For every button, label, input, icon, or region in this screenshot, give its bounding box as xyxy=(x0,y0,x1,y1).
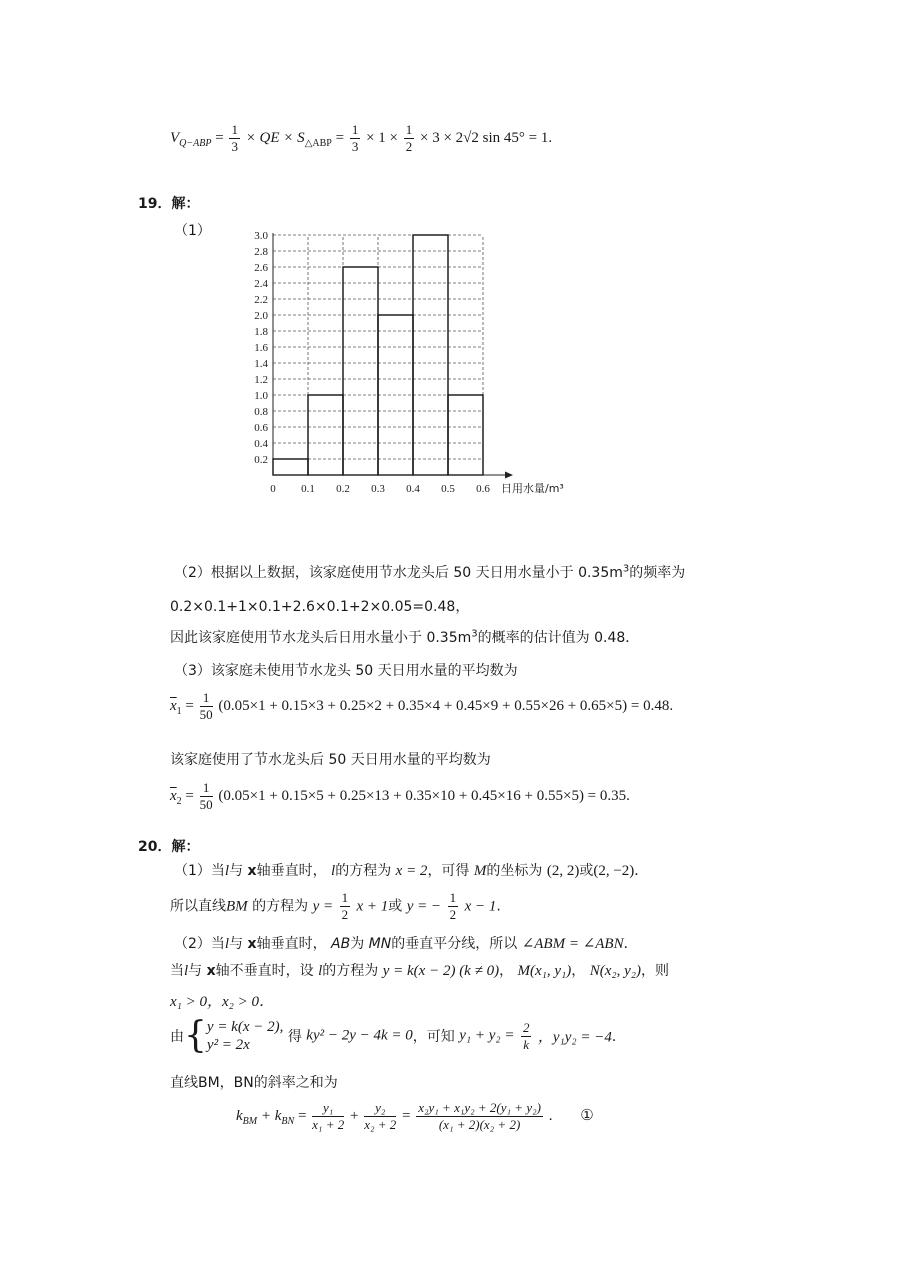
text: 当 xyxy=(170,963,184,979)
volume-subscript: Q−ABP xyxy=(179,137,212,149)
equation-part: y = xyxy=(312,898,334,915)
mean-subscript: 1 xyxy=(176,705,182,717)
slope-sum-formula xyxy=(236,1100,594,1133)
text: 的坐标为 xyxy=(486,863,543,879)
point-n-coord: N(x₂, y₂) xyxy=(589,963,641,979)
text: . xyxy=(496,898,501,915)
period: . xyxy=(669,697,674,714)
text: 得 xyxy=(287,1029,302,1045)
equation-part: x − 1 xyxy=(464,898,497,915)
q19-2-line3 xyxy=(170,627,639,647)
equals-sign: = xyxy=(215,129,224,146)
system-eq-2: y² = 2x xyxy=(206,1037,250,1053)
fraction-combined: $\frac{\text{x₂y₁ + x₁y₂ + 2(y₁ + y₂)}}{\text{(x₁ + 2)(x₂ + 2)}}$ xyxy=(418,1100,541,1132)
text: （1）当 xyxy=(174,863,225,879)
x-tick-label: 0 xyxy=(270,483,276,495)
text: 所以直线 xyxy=(170,898,226,915)
y-tick-label: 2.6 xyxy=(254,262,268,274)
equation: x = 2 xyxy=(395,863,428,879)
x-tick-label: 0.5 xyxy=(441,483,455,495)
period: . xyxy=(626,787,630,804)
text: 的方程为 xyxy=(335,863,392,879)
text: ，可得 xyxy=(427,863,470,879)
q19-2-line2: 0.2×0.1+1×0.1+2.6×0.1+2×0.05=0.48， xyxy=(170,599,470,615)
text: ， xyxy=(571,963,586,979)
x-tick-label: 0.6 xyxy=(476,483,490,495)
line-l: l xyxy=(224,863,230,879)
equals-sign: = xyxy=(335,129,345,146)
q20-1-line xyxy=(174,860,648,880)
q20-nonvertical-line xyxy=(170,960,669,980)
histogram-bar xyxy=(273,459,308,475)
y-tick-label: 1.4 xyxy=(254,358,268,370)
equals-sign: = xyxy=(185,697,194,714)
y-tick-label: 1.6 xyxy=(254,342,268,354)
text: ． xyxy=(634,863,649,879)
area-subscript: △ABP xyxy=(304,137,332,149)
text: （2）当 xyxy=(174,936,225,952)
text: 由 xyxy=(170,1029,184,1045)
equals-sign: = xyxy=(297,1107,307,1124)
x-tick-label: 0.3 xyxy=(371,483,385,495)
mean-variable: $\overline{x}$ xyxy=(170,697,177,714)
y-tick-label: 2.8 xyxy=(254,246,268,258)
mean-variable: $\overline{x}$ xyxy=(170,787,177,804)
q19-2-text-c: 因此该家庭使用节水龙头后日用水量小于 0.35m xyxy=(170,630,472,646)
x-axis-label: 日用水量/m³ xyxy=(501,482,564,495)
histogram-bar xyxy=(308,395,343,475)
x-tick-label: 0.1 xyxy=(301,483,315,495)
text: ，则 xyxy=(640,963,669,979)
line-l: l xyxy=(331,863,336,879)
angle-equation: ∠ABM = ∠ABN xyxy=(521,936,624,952)
y-tick-label: 2.2 xyxy=(254,294,268,306)
text: 与 xyxy=(188,963,203,979)
mean-x1-body: (0.05×1 + 0.15×3 + 0.25×2 + 0.35×4 + 0.45×9 + 0.55×26 + 0.65×5) = 0.48 xyxy=(218,697,670,714)
q19-3-line2: 该家庭使用了节水龙头后 50 天日用水量的平均数为 xyxy=(170,752,491,768)
y-tick-label: 2.4 xyxy=(254,278,268,290)
fraction-one-third-b: $\frac{1}{3}$ xyxy=(351,122,359,154)
coordinate: (2, −2) xyxy=(593,863,635,879)
x-axis-label: x xyxy=(206,963,216,979)
fraction-y1: $\frac{\text{y₁}}{\text{x₁ + 2}}$ xyxy=(312,1100,345,1132)
q20-bm-line xyxy=(170,890,501,923)
y-tick-label: 1.2 xyxy=(254,374,268,386)
text: 为 xyxy=(350,936,365,952)
y-tick-label: 1.8 xyxy=(254,326,268,338)
text: 轴不垂直时，设 xyxy=(215,963,314,979)
q19-2-text-a: （2）根据以上数据，该家庭使用节水龙头后 50 天日用水量小于 0.35m xyxy=(174,565,623,581)
histogram-bar xyxy=(343,267,378,475)
q20-positivity: x₁ > 0，x₂ > 0． xyxy=(170,994,274,1010)
question-20-number: 20．解： xyxy=(138,839,200,855)
slope-bn-sub: BN xyxy=(281,1115,295,1127)
line-l: l xyxy=(184,963,189,979)
histogram-bar xyxy=(448,395,483,475)
histogram-bar xyxy=(413,235,448,475)
superscript-3: 3 xyxy=(622,563,630,575)
q19-2-text-d: 的概率的估计值为 0.48． xyxy=(477,630,640,646)
line-bm: BM xyxy=(226,898,248,915)
quadratic-equation: ky² − 2y − 4k = 0 xyxy=(306,1027,413,1044)
superscript-3: 3 xyxy=(471,628,478,640)
equals-sign: = xyxy=(185,787,194,804)
fraction-2-over-k: $\frac{2}{k}$ xyxy=(522,1019,530,1052)
text: 的方程为 xyxy=(322,963,379,979)
fraction-one-half: $\frac{1}{2}$ xyxy=(341,890,349,922)
q19-2-text-b: 的频率为 xyxy=(629,565,686,581)
plus-sign: + xyxy=(349,1107,359,1124)
point-m-coord: M(x₁, y₁) xyxy=(517,963,572,979)
text: ． xyxy=(611,1029,626,1045)
q20-slope-intro: 直线BM，BN的斜率之和为 xyxy=(170,1075,338,1091)
line-equation: y = k(x − 2) (k ≠ 0) xyxy=(382,963,500,979)
text: 的垂直平分线，所以 xyxy=(391,936,518,952)
product-roots: ，y₁y₂ = −4 xyxy=(537,1029,612,1046)
text: 与 xyxy=(229,936,244,952)
fraction-y2: $\frac{\text{y₂}}{\text{x₂ + 2}}$ xyxy=(364,1100,397,1132)
fraction-one-half: $\frac{1}{2}$ xyxy=(405,122,413,154)
part-1-label: （1） xyxy=(174,223,211,239)
text: ， xyxy=(499,963,514,979)
formula-part: × 3 × 2√2 sin 45° = 1. xyxy=(419,129,553,146)
y-tick-label: 2.0 xyxy=(254,310,268,322)
line-l: l xyxy=(224,936,230,952)
period: . xyxy=(548,1107,553,1124)
line-l: l xyxy=(318,963,323,979)
y-tick-label: 1.0 xyxy=(254,390,268,402)
fraction-one-third: $\frac{1}{3}$ xyxy=(231,122,238,154)
fraction-one-half: $\frac{1}{2}$ xyxy=(449,890,457,922)
coordinate: (2, 2) xyxy=(546,863,580,879)
q20-2-line xyxy=(174,933,638,953)
y-tick-label: 0.8 xyxy=(254,406,268,418)
x-axis-arrow xyxy=(505,472,513,479)
sum-roots: y₁ + y₂ = xyxy=(459,1027,515,1044)
volume-formula xyxy=(170,122,552,155)
system-eq-1: y = k(x − 2), xyxy=(206,1019,284,1035)
equation-part: x + 1 xyxy=(356,898,389,915)
equation-part: y = − xyxy=(406,898,442,915)
mean-x2-formula xyxy=(170,780,630,813)
volume-symbol: V xyxy=(170,129,180,146)
segment-ab: AB xyxy=(331,936,351,952)
fraction-one-fiftieth: $\frac{1}{50}$ xyxy=(199,690,213,722)
text: 或 xyxy=(579,863,594,879)
text: 与 xyxy=(229,863,244,879)
y-tick-label: 0.2 xyxy=(254,454,268,466)
x-tick-label: 0.2 xyxy=(336,483,350,495)
equals-sign: = xyxy=(402,1107,411,1124)
q20-system-line xyxy=(170,1015,626,1056)
text: 或 xyxy=(388,898,403,915)
slope-symbol: k xyxy=(236,1107,243,1124)
q19-3-line1: （3）该家庭未使用节水龙头 50 天日用水量的平均数为 xyxy=(174,663,518,679)
question-19-number: 19．解： xyxy=(138,196,200,212)
text: 轴垂直时， xyxy=(256,863,327,879)
text: ． xyxy=(623,936,638,952)
mean-subscript: 2 xyxy=(176,795,182,807)
text: 的方程为 xyxy=(252,898,309,915)
text: ，可知 xyxy=(412,1029,455,1045)
formula-part: × 1 × xyxy=(366,129,398,146)
x-tick-label: 0.4 xyxy=(406,483,420,495)
histogram-chart xyxy=(240,228,580,498)
equation-system xyxy=(207,1018,283,1054)
mean-x1-formula xyxy=(170,690,673,723)
q19-2-line1 xyxy=(174,562,685,582)
left-brace: { xyxy=(184,1015,207,1056)
text: 轴垂直时， xyxy=(256,936,327,952)
y-tick-label: 0.4 xyxy=(254,438,268,450)
slope-bm-sub: BM xyxy=(242,1115,258,1127)
point-m: M xyxy=(473,863,487,879)
y-tick-label: 0.6 xyxy=(254,422,268,434)
x-axis-label: x xyxy=(247,936,257,952)
x-axis-label: x xyxy=(247,863,257,879)
slope-plus: + k xyxy=(260,1107,282,1124)
formula-part: × QE × S xyxy=(245,129,305,146)
fraction-one-fiftieth: $\frac{1}{50}$ xyxy=(199,780,213,812)
segment-mn: MN xyxy=(368,936,392,952)
equation-marker: ① xyxy=(580,1105,594,1124)
mean-x2-body: (0.05×1 + 0.15×5 + 0.25×13 + 0.35×10 + 0.45×16 + 0.55×5) = 0.35 xyxy=(218,787,627,804)
y-tick-label: 3.0 xyxy=(254,230,268,242)
